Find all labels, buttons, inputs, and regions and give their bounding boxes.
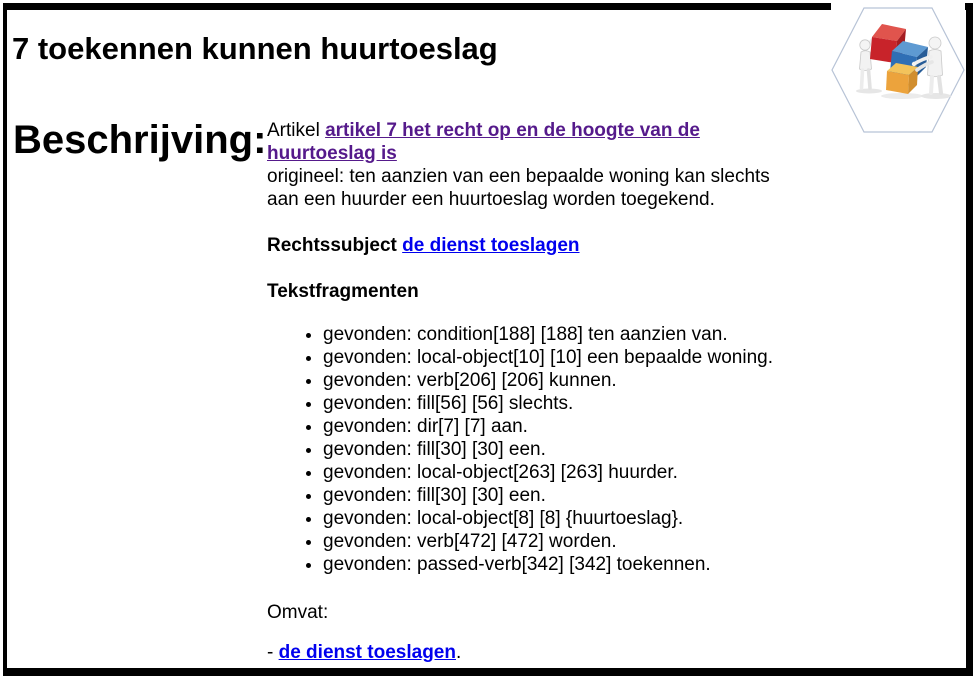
omvat-dash: - (267, 642, 274, 663)
artikel-line (267, 119, 804, 165)
fragment-item: • gevonden: local-object[10] [10] een bepaalde woning. (323, 346, 804, 369)
figures-cubes-icon (831, 0, 965, 142)
rechtssubject-label: Rechtssubject (267, 235, 397, 256)
artikel-prefix: Artikel (267, 120, 320, 141)
fragment-item: • gevonden: fill[30] [30] een. (323, 438, 804, 461)
omvat-label: Omvat: (267, 602, 329, 623)
fragment-item: • gevonden: fill[56] [56] slechts. (323, 392, 804, 415)
page-title: 7 toekennen kunnen huurtoeslag (12, 30, 498, 66)
fragment-item: • gevonden: condition[188] [188] ten aanzien van. (323, 323, 804, 346)
omvat-period: . (455, 642, 462, 663)
fragments-list (267, 323, 804, 576)
artikel-link[interactable]: artikel 7 het recht op en de hoogte van de huurtoeslag is (267, 120, 700, 164)
omvat-link-line (267, 641, 804, 664)
fragment-item: • gevonden: verb[206] [206] kunnen. (323, 369, 804, 392)
fragment-item: • gevonden: passed-verb[342] [342] toekennen. (323, 553, 804, 576)
fragment-item: • gevonden: local-object[263] [263] huurder. (323, 461, 804, 484)
hexagon-logo (831, 0, 965, 142)
beschrijving-label: Beschrijving: (13, 118, 267, 162)
rechtssubject-link[interactable]: de dienst toeslagen (402, 235, 580, 256)
fragment-item: • gevonden: local-object[8] [8] {huurtoeslag}. (323, 507, 804, 530)
fragment-item: • gevonden: verb[472] [472] worden. (323, 530, 804, 553)
omvat-link[interactable]: de dienst toeslagen (278, 642, 456, 663)
rechtssubject-line (267, 234, 804, 257)
fragment-item: • gevonden: dir[7] [7] aan. (323, 415, 804, 438)
fragment-item: • gevonden: fill[30] [30] een. (323, 484, 804, 507)
origineel-text: origineel: ten aanzien van een bepaalde woning kan slechts aan een huurder een huurtoeslag worden toegekend. (267, 166, 770, 210)
tekstfragmenten-label: Tekstfragmenten (267, 281, 419, 302)
description-content (267, 119, 804, 664)
